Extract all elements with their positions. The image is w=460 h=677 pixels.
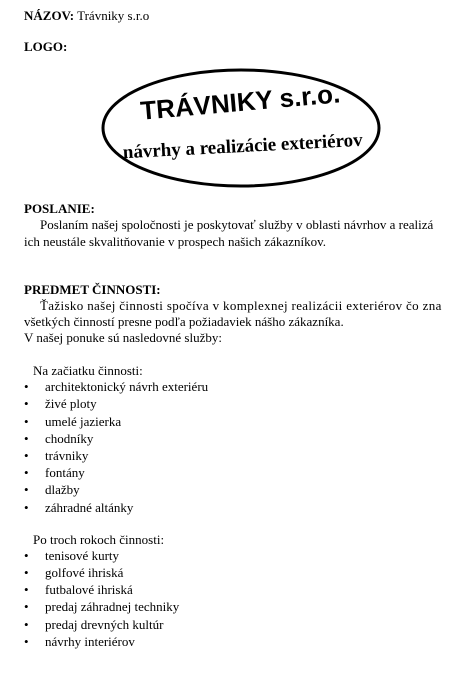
bullet-icon: •	[24, 599, 29, 614]
bullet-icon: •	[24, 500, 29, 515]
mission-text-line-1: Poslaním našej spoločnosti je poskytovať služby v oblasti návrhov a realizá	[40, 217, 434, 232]
bullet-icon: •	[24, 482, 29, 497]
start-services-intro: Na začiatku činnosti:	[33, 363, 143, 378]
bullet-icon: •	[24, 379, 29, 394]
logo-label: LOGO:	[24, 39, 68, 54]
activity-text-line-3: V našej ponuke sú nasledovné služby:	[24, 330, 222, 345]
list-item-text: golfové ihriská	[45, 565, 124, 580]
activity-text-line-2: všetkých činností presne podľa požiadaviek nášho zákazníka.	[24, 314, 344, 329]
activity-heading: PREDMET ČINNOSTI:	[24, 282, 161, 297]
logo-ellipse-graphic	[100, 66, 382, 190]
list-item-text: predaj záhradnej techniky	[45, 599, 180, 614]
list-item-text: záhradné altánky	[45, 500, 134, 515]
mission-heading: POSLANIE:	[24, 201, 95, 216]
list-item-text: futbalové ihriská	[45, 582, 133, 597]
bullet-icon: •	[24, 448, 29, 463]
bullet-icon: •	[24, 582, 29, 597]
bullet-icon: •	[24, 431, 29, 446]
company-name: Trávniky s.r.o	[77, 8, 150, 23]
list-item-text: umelé jazierka	[45, 414, 122, 429]
bullet-icon: •	[24, 465, 29, 480]
bullet-icon: •	[24, 396, 29, 411]
list-item-text: trávniky	[45, 448, 89, 463]
list-item-text: návrhy interiérov	[45, 634, 135, 649]
list-item-text: predaj drevných kultúr	[45, 617, 164, 632]
mission-text-line-2: ich neustále skvalitňovanie v prospech našich zákazníkov.	[24, 234, 327, 249]
later-services-intro: Po troch rokoch činnosti:	[33, 532, 165, 547]
company-logo	[100, 66, 382, 190]
bullet-icon: •	[24, 548, 29, 563]
list-item-text: chodníky	[45, 431, 94, 446]
logo-title: TRÁVNIKY s.r.o.	[139, 78, 342, 126]
bullet-icon: •	[24, 565, 29, 580]
bullet-icon: •	[24, 414, 29, 429]
list-item-text: architektonický návrh exteriéru	[45, 379, 209, 394]
list-item-text: živé ploty	[45, 396, 97, 411]
list-item-text: fontány	[45, 465, 85, 480]
list-item-text: tenisové kurty	[45, 548, 120, 563]
name-label: NÁZOV:	[24, 8, 75, 23]
bullet-icon: •	[24, 617, 29, 632]
bullet-icon: •	[24, 634, 29, 649]
name-row	[24, 7, 149, 24]
logo-subtitle: návrhy a realizácie exteriérov	[122, 129, 364, 164]
list-item-text: dlažby	[45, 482, 80, 497]
activity-text-line-1: Ťažisko našej činnosti spočíva v komplexnej realizácii exteriérov čo zna	[40, 298, 442, 313]
